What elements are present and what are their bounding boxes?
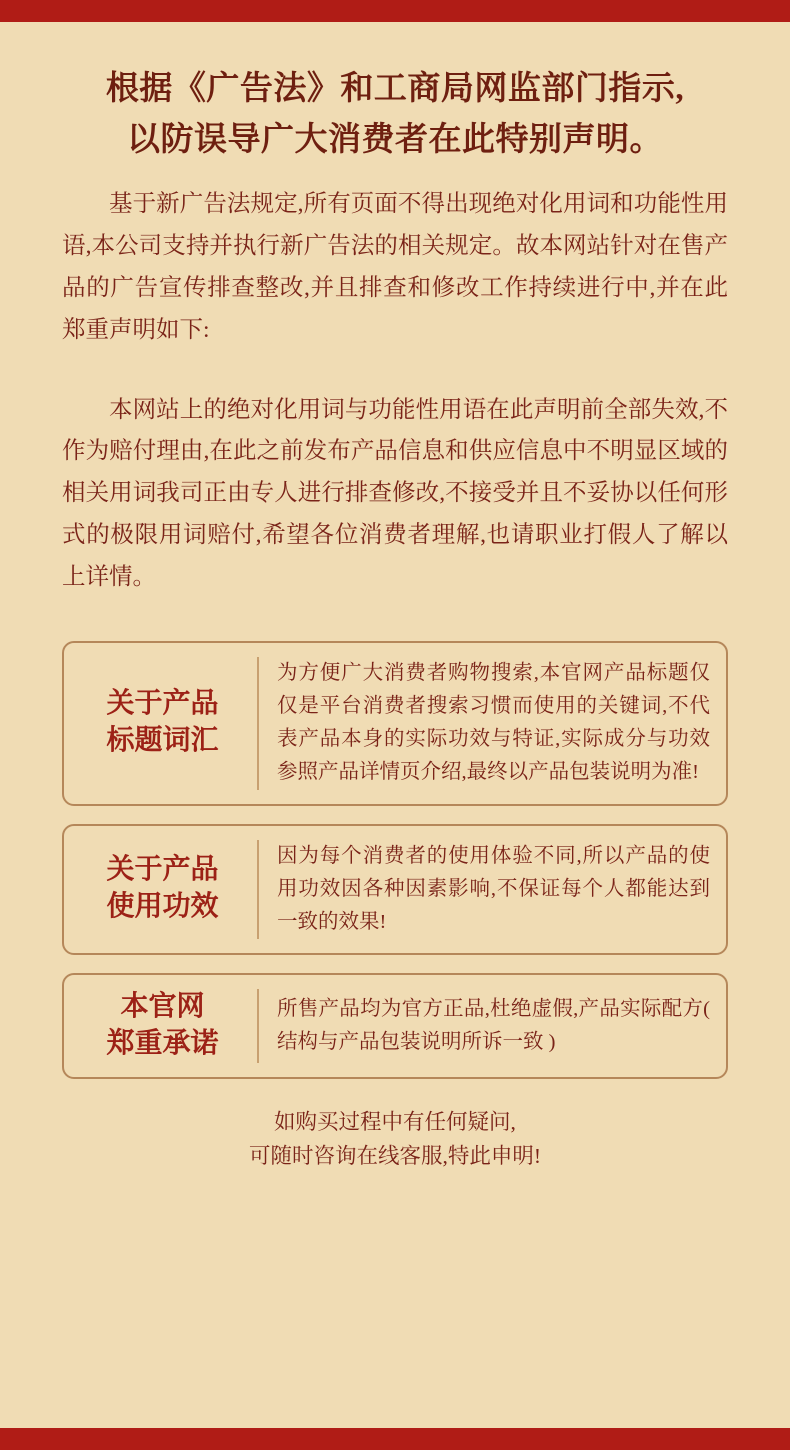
page-title-line-2: 以防误导广大消费者在此特别声明。 <box>127 122 663 159</box>
statement-card-body <box>259 840 710 940</box>
page-title-line-1: 根据《广告法》和工商局网监部门指示, <box>105 71 685 107</box>
bottom-accent-bar <box>0 1428 790 1450</box>
statement-card-label-line-2: 郑重承诺 <box>106 1028 219 1060</box>
statement-card-label-line-2: 标题词汇 <box>106 725 219 757</box>
footer-note-line-2: 可随时咨询在线客服,特此申明! <box>248 1144 542 1169</box>
statement-card-body-text: 所售产品均为官方正品,杜绝虚假,产品实际配方( 结构与产品包装说明所诉一致 ) <box>277 997 710 1054</box>
paragraph-one: 基于新广告法规定,所有页面不得出现绝对化用词和功能性用语,本公司支持并执行新广告法的相关规定。故本网站针对在售产品的广告宣传排查整改,并且排查和修改工作持续进行中,并在此郑重声明如下: <box>62 191 728 343</box>
statement-card-label <box>80 989 259 1063</box>
statement-card <box>62 973 728 1079</box>
statement-card <box>62 641 728 806</box>
footer-note <box>62 1105 728 1174</box>
statement-card-label-line-1: 本官网 <box>120 991 205 1023</box>
top-accent-bar <box>0 0 790 22</box>
page-title <box>62 64 728 166</box>
statement-card-label <box>80 657 259 790</box>
content-area <box>0 22 790 1428</box>
paragraph-two: 本网站上的绝对化用词与功能性用语在此声明前全部失效,不作为赔付理由,在此之前发布产品信息和供应信息中不明显区域的相关用词我司正由专人进行排查修改,不接受并且不妥协以任何形式的极限用词赔付,希望各位消费者理解,也请职业打假人了解以上详情。 <box>62 396 728 590</box>
statement-card-body <box>259 989 710 1063</box>
statement-card-body-text: 为方便广大消费者购物搜索,本官网产品标题仅仅是平台消费者搜索习惯而使用的关键词,不代表产品本身的实际功效与特证,实际成分与功效参照产品详情页介绍,最终以产品包装说明为准! <box>277 661 710 784</box>
statement-card-list <box>62 641 728 1079</box>
statement-card <box>62 824 728 956</box>
statement-card-label-line-1: 关于产品 <box>106 688 219 720</box>
footer-note-line-1: 如购买过程中有任何疑问, <box>274 1110 516 1135</box>
statement-card-body-text: 因为每个消费者的使用体验不同,所以产品的使用功效因各种因素影响,不保证每个人都能达到一致的效果! <box>277 844 710 933</box>
statement-card-body <box>259 657 710 790</box>
statement-card-label-line-1: 关于产品 <box>106 854 219 886</box>
statement-card-label <box>80 840 259 940</box>
statement-card-label-line-2: 使用功效 <box>106 891 219 923</box>
